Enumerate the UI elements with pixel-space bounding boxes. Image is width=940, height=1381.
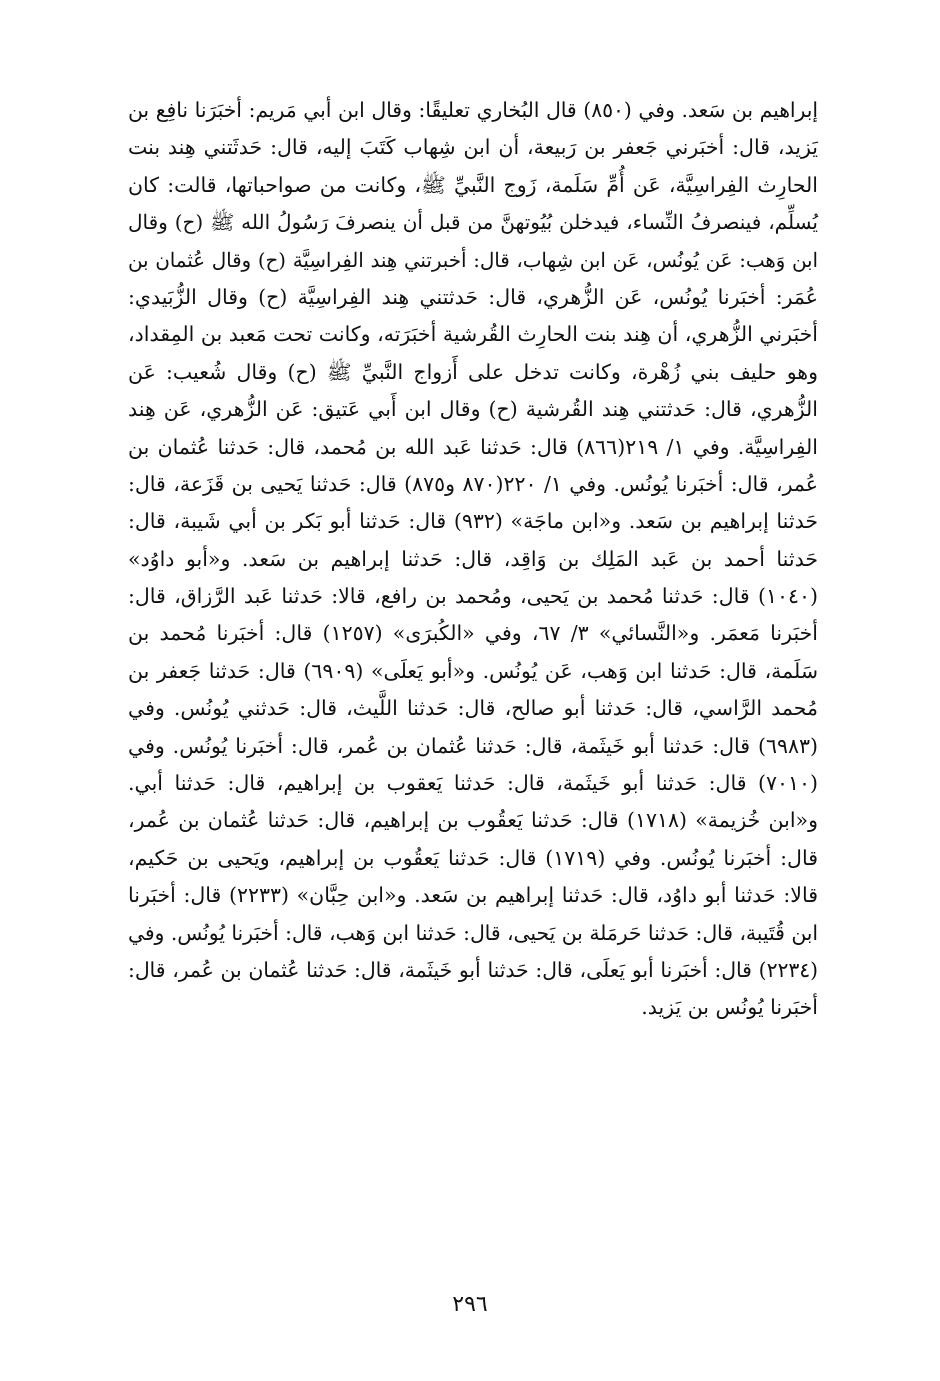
- text-line: أخبَرني الزُّهري، أن هِند بنت الحارِث القُرشية أخبَرَته، وكانت تحت مَعبد بن المِقداد،: [128, 322, 818, 347]
- text-line: ابن قُتَيبة، قال: حَدثنا حَرمَلة بن يَحيى، قال: حَدثنا ابن وَهب، قال: أخبَرنا يُونُس. وفي: [128, 920, 818, 945]
- text-line: (٦٩٨٣) قال: حَدثنا أبو خَيثَمة، قال: حَدثنا عُثمان بن عُمر، قال: أخبَرنا يُونُس. وفي: [128, 733, 818, 758]
- text-line: عُمَر: أخبَرنا يُونُس، عَن الزُّهري، قال: حَدثتني هِند الفِراسِيَّة (ح) وقال الزُّبَيدي:: [128, 284, 818, 309]
- body-text: [128, 92, 818, 1027]
- text-line: (١٠٤٠) قال: حَدثنا مُحمد بن يَحيى، ومُحمد بن رافع، قالا: حَدثنا عَبد الرَّزاق، قال:: [128, 584, 818, 609]
- text-line: أخبَرنا مَعمَر. و«النَّسائي» ٣/ ٦٧، وفي «الكُبرَى» (١٢٥٧) قال: أخبَرنا مُحمد بن: [128, 621, 818, 646]
- text-line: إبراهيم بن سَعد. وفي (٨٥٠) قال البُخاري تعليقًا: وقال ابن أبي مَريم: أخبَرَنا نافِع بن: [128, 98, 818, 122]
- text-line-last: أخبَرنا يُونُس بن يَزيد.: [641, 995, 818, 1020]
- text-line: يُسلِّم، فينصرفُ النِّساء، فيدخلن بُيُوتهنَّ من قبل أن ينصرفَ رَسُولُ الله ﷺ (ح) وقال: [128, 210, 818, 235]
- text-line: ابن وَهب: عَن يُونُس، عَن ابن شِهاب، قال: أخبرتني هِند الفِراسِيَّة (ح) وقال عُثمان بن: [128, 248, 818, 272]
- text-line: عُمر، قال: أخبَرنا يُونُس. وفي ١/ ٢٢٠(٨٧٠ و٨٧٥) قال: حَدثنا يَحيى بن قَزَعة، قال:: [128, 471, 818, 496]
- text-line: قال: أخبَرنا يُونُس. وفي (١٧١٩) قال: حَدثنا يَعقُوب بن إبراهيم، ويَحيى بن حَكيم،: [128, 845, 818, 870]
- text-line: سَلَمة، قال: حَدثنا ابن وَهب، عَن يُونُس. و«أبو يَعلَى» (٦٩٠٩) قال: حَدثنا جَعفر بن: [128, 658, 818, 683]
- text-line: وهو حليف بني زُهْرة، وكانت تدخل على أَزواج النَّبيِّ ﷺ (ح) وقال شُعيب: عَن: [128, 359, 818, 384]
- text-line: و«ابن خُزيمة» (١٧١٨) قال: حَدثنا يَعقُوب بن إبراهيم، قال: حَدثنا عُثمان بن عُمر،: [128, 808, 818, 833]
- text-line: (٢٢٣٤) قال: أخبَرنا أبو يَعلَى، قال: حَدثنا أبو خَيثَمة، قال: حَدثنا عُثمان بن عُمر، قال:: [128, 957, 818, 982]
- text-line: الزُّهري، قال: حَدثتني هِند القُرشية (ح) وقال ابن أَبي عَتيق: عَن الزُّهري، عَن هِند: [128, 397, 818, 422]
- text-line: يَزيد، قال: أخبَرني جَعفر بن رَبيعة، أن ابن شِهاب كَتَبَ إليه، قال: حَدثَتني هِند بنت: [128, 135, 818, 160]
- text-line: حَدثنا أحمد بن عَبد المَلِك بن وَاقِد، قال: حَدثنا إبراهيم بن سَعد. و«أبو داوُد»: [128, 546, 818, 571]
- text-line: مُحمد الرَّاسي، قال: حَدثنا أبو صالح، قال: حَدثنا اللَّيث، قال: حَدثني يُونُس. وفي: [128, 696, 818, 721]
- text-line: (٧٠١٠) قال: حَدثنا أبو خَيثَمة، قال: حَدثنا يَعقوب بن إبراهيم، قال: حَدثنا أبي.: [128, 771, 818, 796]
- text-line: الحارِث الفِراسِيَّة، عَن أُمِّ سَلَمة، زَوج النَّبيِّ ﷺ، وكانت من صواحباتها، قالت: كان: [128, 172, 818, 197]
- text-line: قالا: حَدثنا أبو داوُد، قال: حَدثنا إبراهيم بن سَعد. و«ابن حِبَّان» (٢٢٣٣) قال: أخبَرنا: [128, 883, 818, 908]
- page-number: ٢٩٦: [452, 1292, 488, 1317]
- text-line: الفِراسِيَّة. وفي ١/ ٢١٩(٨٦٦) قال: حَدثنا عَبد الله بن مُحمد، قال: حَدثنا عُثمان بن: [128, 434, 818, 459]
- text-line: حَدثنا إبراهيم بن سَعد. و«ابن ماجَة» (٩٣٢) قال: حَدثنا أبو بَكر بن أبي شَيبة، قال:: [128, 509, 819, 534]
